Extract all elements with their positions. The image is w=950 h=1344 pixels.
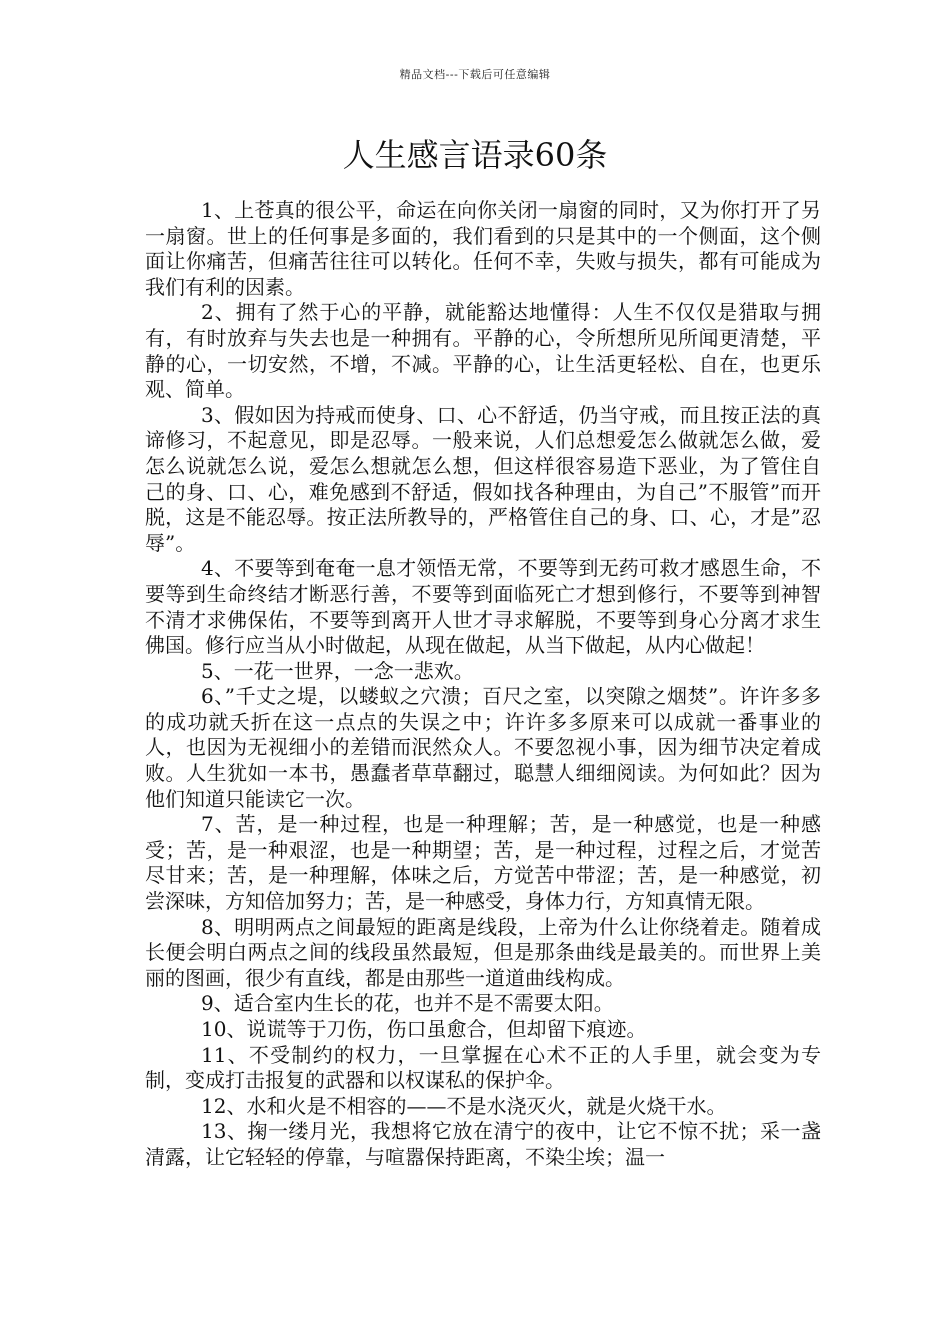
paragraph: 5、一花一世界，一念一悲欢。 [201,658,474,683]
document-body [145,198,821,1171]
paragraph: 13、掬一缕月光，我想将它放在清宁的夜中，让它不惊不扰；采一盏清露，让它轻轻的停靠，与喧嚣保持距离，不染尘埃；温一 [145,1119,821,1169]
document-title: 人生感言语录60条 [342,136,608,174]
paragraph: 11、不受制约的权力，一旦掌握在心术不正的人手里，就会变为专制，变成打击报复的武器和以权谋私的保护伞。 [145,1042,821,1093]
paragraph: 2、拥有了然于心的平静，就能豁达地懂得：人生不仅仅是猎取与拥有，有时放弃与失去也是一种拥有。平静的心，令所想所见所闻更清楚，平静的心，一切安然，不增，不减。平静的心，让生活更轻松、自在，也更乐观、简单。 [145,300,821,402]
paragraph: 7、苦，是一种过程，也是一种理解；苦，是一种感觉，也是一种感受；苦，是一种艰涩，也是一种期望；苦，是一种过程，过程之后，才觉苦尽甘来；苦，是一种理解，体味之后，方觉苦中带涩；苦，是一种感觉，初尝深味，方知倍加努力；苦，是一种感受，身体力行，方知真情无限。 [145,812,821,914]
paragraph: 9、适合室内生长的花，也并不是不需要太阳。 [201,991,614,1016]
page-header: 精品文档---下载后可任意编辑 [399,68,551,81]
paragraph: 10、说谎等于刀伤，伤口虽愈合，但却留下痕迹。 [201,1017,647,1041]
paragraph: 6、”千丈之堤，以蝼蚁之穴溃；百尺之室，以突隙之烟焚”。许许多多的成功就夭折在这一点点的失误之中；许许多多原来可以成就一番事业的人，也因为无视细小的差错而泯然众人。不要忽视小事，因为细节决定着成败。人生犹如一本书，愚蠢者草草翻过，聪慧人细细阅读。为何如此？因为他们知道只能读它一次。 [145,684,821,811]
paragraph: 1、上苍真的很公平，命运在向你关闭一扇窗的同时，又为你打开了另一扇窗。世上的任何事是多面的，我们看到的只是其中的一个侧面，这个侧面让你痛苦，但痛苦往往可以转化。任何不幸，失败与损失，都有可能成为我们有利的因素。 [145,198,821,299]
paragraph: 8、明明两点之间最短的距离是线段，上帝为什么让你绕着走。随着成长便会明白两点之间的线段虽然最短，但是那条曲线是最美的。而世界上美丽的图画，很少有直线，都是由那些一道道曲线构成。 [145,914,821,990]
paragraph: 12、水和火是不相容的——不是水浇灭火，就是火烧干水。 [201,1093,727,1118]
paragraph: 4、不要等到奄奄一息才领悟无常，不要等到无药可救才感恩生命，不要等到生命终结才断恶行善，不要等到面临死亡才想到修行，不要等到神智不清才求佛保佑，不要等到离开人世才寻求解脱，不要等到身心分离才求生佛国。修行应当从小时做起，从现在做起，从当下做起，从内心做起！ [145,556,821,658]
paragraph: 3、假如因为持戒而使身、口、心不舒适，仍当守戒，而且按正法的真谛修习，不起意见，即是忍辱。一般来说，人们总想爱怎么做就怎么做，爱怎么说就怎么说，爱怎么想就怎么想，但这样很容易造下恶业，为了管住自己的身、口、心，难免感到不舒适，假如找各种理由，为自己”不服管”而开脱，这是不能忍辱。按正法所教导的，严格管住自己的身、口、心，才是”忍辱”。 [145,402,821,555]
